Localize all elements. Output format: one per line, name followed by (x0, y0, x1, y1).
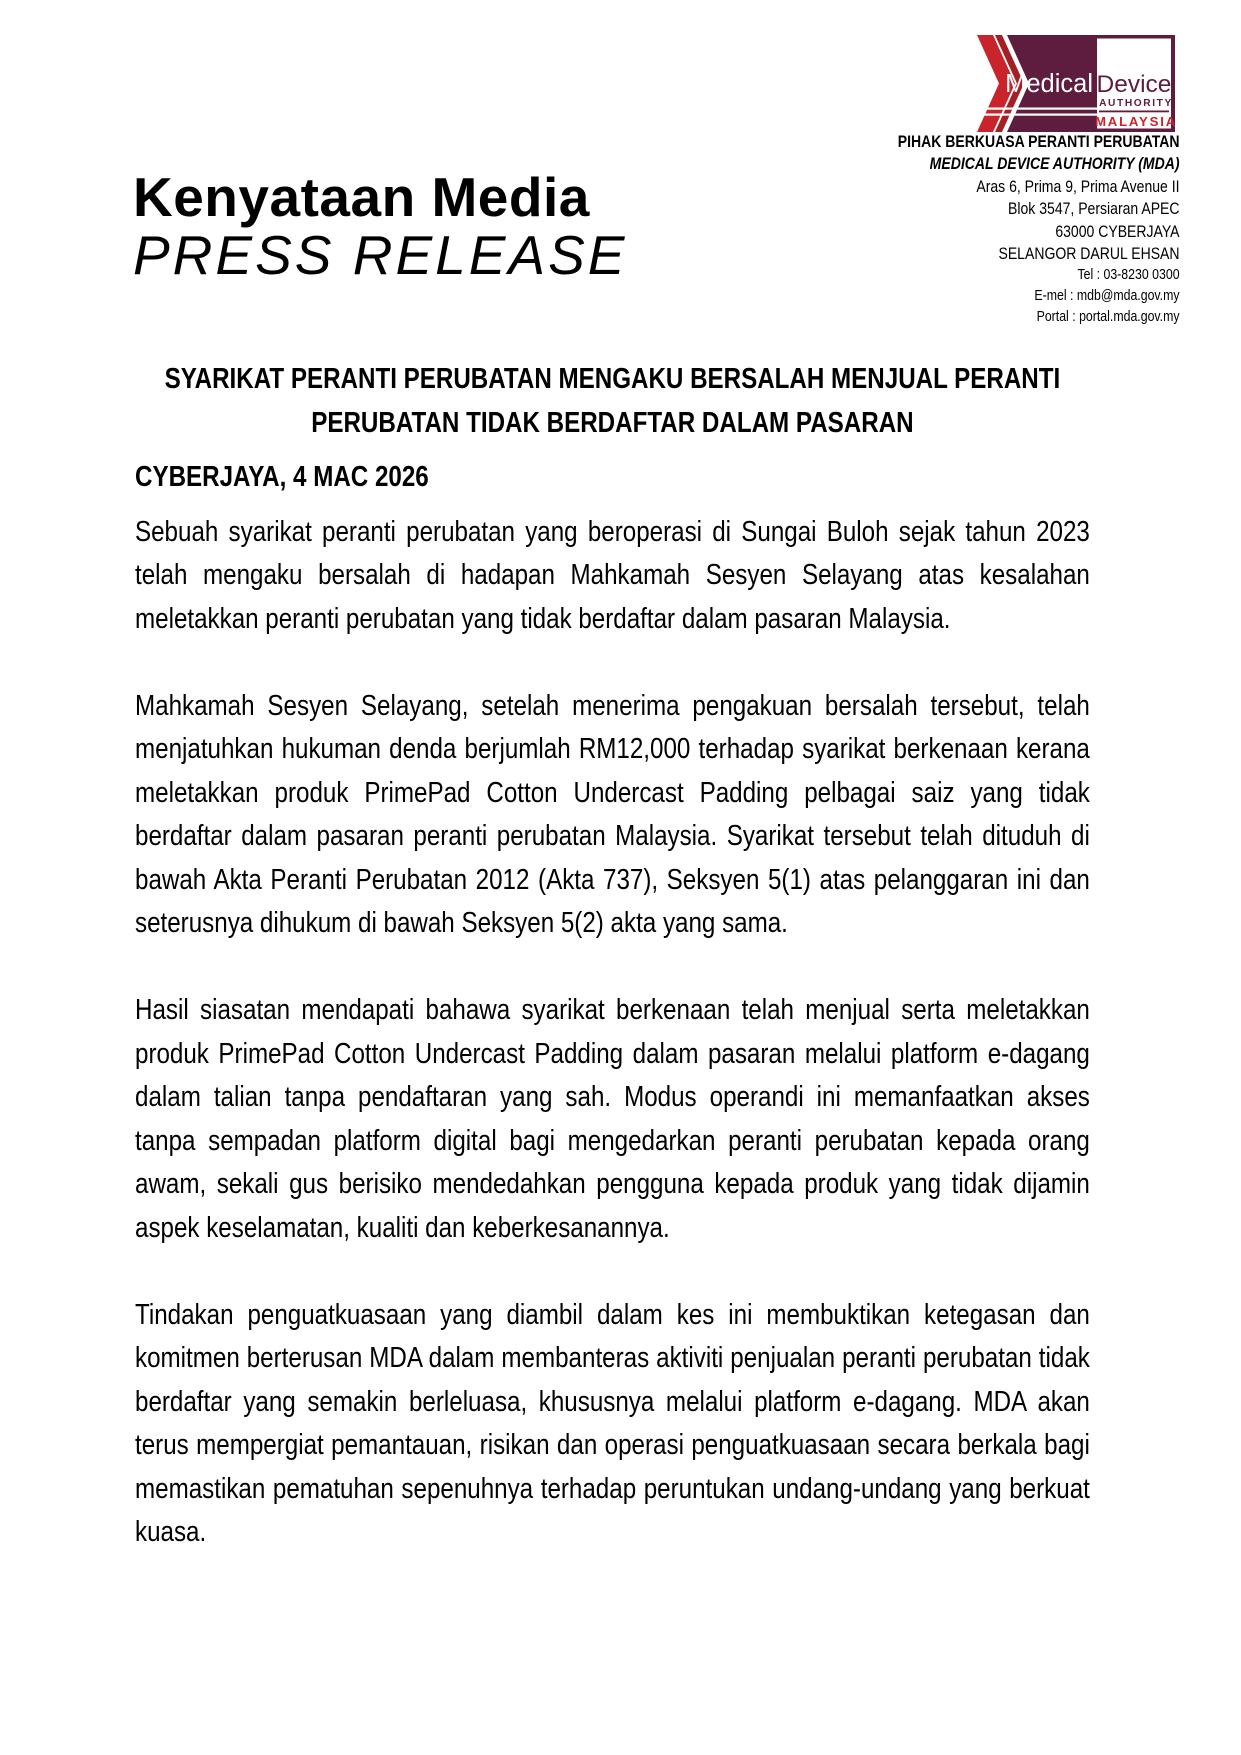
mda-logo-graphic (975, 35, 1175, 132)
masthead (133, 168, 627, 284)
logo-word-authority: AUTHORITY (1099, 98, 1173, 109)
release-paragraph-1: Sebuah syarikat peranti perubatan yang beroperasi di Sungai Buloh sejak tahun 2023 telah mengaku bersalah di hadapan Mahkamah Sesyen Selayang atas kesalahan meletakkan peranti perubatan yang tidak berdaftar dalam pasaran Malaysia. (135, 515, 1090, 635)
address-line: SELANGOR DARUL EHSAN (998, 245, 1180, 264)
press-release-body (135, 358, 1090, 1598)
org-name-english: MEDICAL DEVICE AUTHORITY (MDA) (930, 155, 1180, 174)
masthead-title-english: PRESS RELEASE (133, 224, 628, 286)
logo-word-medical: Medical (1005, 70, 1093, 98)
portal-line: Portal : portal.mda.gov.my (1037, 309, 1180, 326)
address-line: Blok 3547, Persiaran APEC (1008, 200, 1180, 219)
masthead-title-malay: Kenyataan Media (133, 166, 590, 228)
release-paragraph-2: Mahkamah Sesyen Selayang, setelah menerima pengakuan bersalah tersebut, telah menjatuhkan hukuman denda berjumlah RM12,000 terhadap syarikat berkenaan kerana meletakkan produk PrimePad Cotton Undercast Padding pelbagai saiz yang tidak berdaftar dalam pasaran peranti perubatan Malaysia. Syarikat tersebut telah dituduh di bawah Akta Peranti Perubatan 2012 (Akta 737), Seksyen 5(1) atas pelanggaran ini dan seterusnya dihukum di bawah Seksyen 5(2) akta yang sama. (135, 689, 1090, 939)
release-headline: SYARIKAT PERANTI PERUBATAN MENGAKU BERSALAH MENJUAL PERANTI PERUBATAN TIDAK BERDAFTAR DALAM PASARAN (164, 363, 1061, 439)
logo-word-device: Device (1096, 71, 1172, 98)
logo-word-malaysia: MALAYSIA (1094, 114, 1175, 129)
mda-logo (975, 35, 1175, 132)
release-paragraph-4: Tindakan penguatkuasaan yang diambil dalam kes ini membuktikan ketegasan dan komitmen berterusan MDA dalam membanteras aktiviti penjualan peranti perubatan tidak berdaftar yang semakin berleluasa, khususnya melalui platform e-dagang. MDA akan terus mempergiat pemantauan, risikan dan operasi penguatkuasaan secara berkala bagi memastikan pematuhan sepenuhnya terhadap peruntukan undang-undang yang berkuat kuasa. (135, 1298, 1090, 1548)
release-dateline: CYBERJAYA, 4 MAC 2026 (135, 461, 429, 493)
address-line: 63000 CYBERJAYA (1055, 222, 1180, 241)
phone-line: Tel : 03-8230 0300 (1077, 267, 1180, 284)
letterhead-address-block (898, 131, 1180, 328)
logo-rule-top (977, 108, 1101, 110)
address-line: Aras 6, Prima 9, Prima Avenue II (976, 177, 1180, 196)
logo-panel-rule (1099, 111, 1169, 113)
logo-rule-bottom (977, 114, 1101, 116)
org-name-malay: PIHAK BERKUASA PERANTI PERUBATAN (898, 133, 1180, 151)
release-paragraph-3: Hasil siasatan mendapati bahawa syarikat berkenaan telah menjual serta meletakkan produk PrimePad Cotton Undercast Padding dalam pasaran melalui platform e-dagang dalam talian tanpa pendaftaran yang sah. Modus operandi ini memanfaatkan akses tanpa sempadan platform digital bagi mengedarkan peranti perubatan kepada orang awam, sekali gus berisiko mendedahkan pengguna kepada produk yang tidak dijamin aspek keselamatan, kualiti dan keberkesanannya. (135, 994, 1090, 1244)
email-line: E-mel : mdb@mda.gov.my (1034, 288, 1180, 305)
